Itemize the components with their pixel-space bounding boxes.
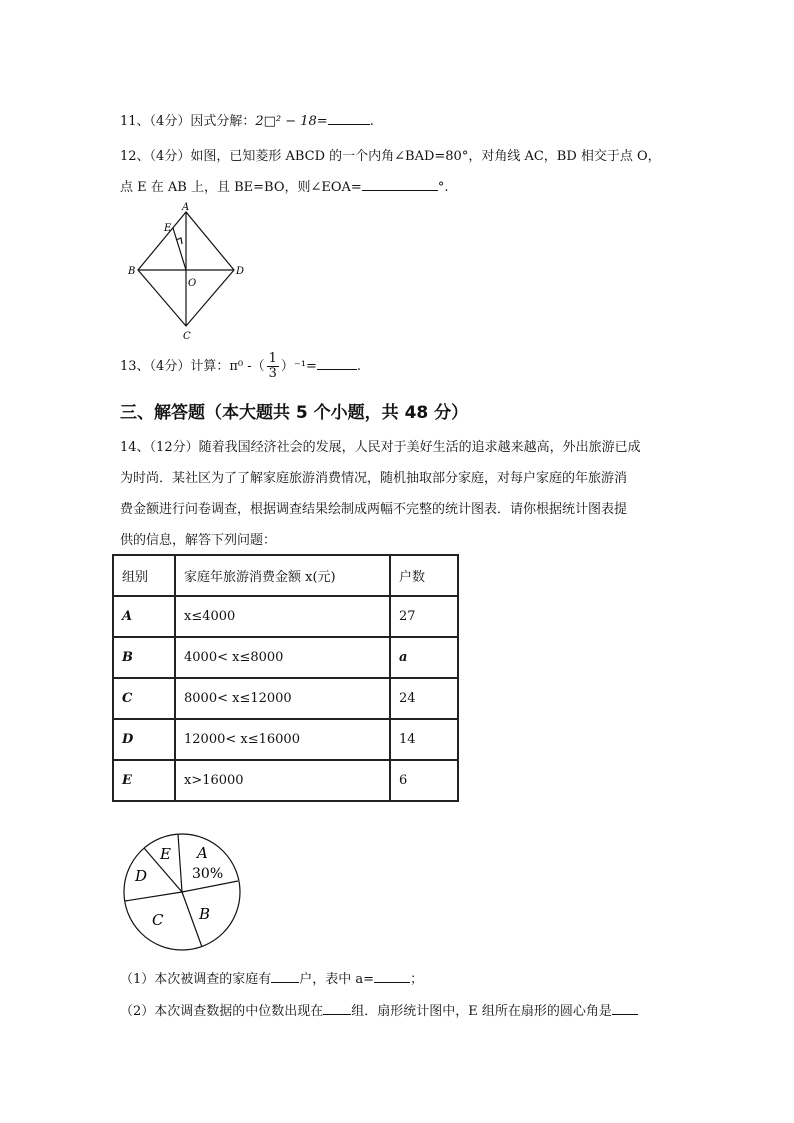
- pie-chart: [120, 830, 250, 954]
- table-header-row: [113, 555, 458, 596]
- pie-label-e: E: [160, 845, 171, 863]
- q12-text: 点 E 在 AB 上，且 BE=BO，则∠EOA=: [120, 180, 362, 195]
- q13-fraction-numerator: 1: [268, 351, 277, 366]
- table-cell: 24: [390, 678, 458, 719]
- part2-blank-2: [612, 1002, 638, 1015]
- table-row: [113, 719, 458, 760]
- q11-expression: 2□² − 18=: [255, 114, 328, 129]
- table-header-cell: 户数: [390, 555, 458, 596]
- question-12-line1: 12、（4分）如图，已知菱形 ABCD 的一个内角∠BAD=80°，对角线 AC，BD 相交于点 O，: [120, 149, 661, 164]
- table-cell: x>16000: [175, 760, 390, 801]
- table-cell: C: [113, 678, 175, 719]
- table-cell: D: [113, 719, 175, 760]
- pie-divider-cd: [125, 892, 182, 901]
- table-cell: 14: [390, 719, 458, 760]
- q11-prefix: 11、（4分）因式分解：: [120, 114, 256, 129]
- pie-divider-ab: [182, 881, 238, 892]
- pie-label-a: A: [197, 844, 208, 862]
- section-heading: 三、解答题（本大题共 5 个小题，共 48 分）: [120, 403, 469, 423]
- part2-blank-1: [323, 1002, 351, 1015]
- table-header-cell: 组别: [113, 555, 175, 596]
- part1-text-a: （1）本次被调查的家庭有: [120, 972, 272, 987]
- pie-label-c: C: [152, 911, 164, 929]
- table-row: [113, 596, 458, 637]
- question-14-part1: [120, 968, 423, 987]
- question-11: [120, 110, 374, 129]
- table-cell: B: [113, 637, 175, 678]
- pie-label-b: B: [199, 905, 211, 923]
- table-cell: x≤4000: [175, 596, 390, 637]
- q13-fraction: [267, 352, 279, 381]
- part2-text-b: 组．扇形统计图中，E 组所在扇形的圆心角是: [351, 1004, 612, 1019]
- pie-label-a-percent: 30%: [192, 866, 224, 882]
- label-d: D: [236, 266, 245, 277]
- q13-fraction-denominator: 3: [268, 366, 277, 381]
- q11-suffix: .: [369, 114, 374, 129]
- table-cell: A: [113, 596, 175, 637]
- part2-text-a: （2）本次调查数据的中位数出现在: [120, 1004, 324, 1019]
- frequency-table: [112, 554, 459, 802]
- question-14-part2: [120, 1000, 638, 1019]
- label-e: E: [164, 223, 172, 234]
- table-cell: 4000< x≤8000: [175, 637, 390, 678]
- table-cell: a: [390, 637, 458, 678]
- q13-exponent: ）⁻¹=: [280, 359, 317, 374]
- table-header-cell: 家庭年旅游消费金额 x(元): [175, 555, 390, 596]
- pie-divider-ae: [178, 834, 182, 892]
- q13-end: .: [356, 359, 361, 374]
- q11-answer-blank: [328, 112, 370, 125]
- q12-suffix: °.: [437, 180, 449, 195]
- table-cell: E: [113, 760, 175, 801]
- table-row: [113, 678, 458, 719]
- table-cell: 8000< x≤12000: [175, 678, 390, 719]
- table-cell: 27: [390, 596, 458, 637]
- question-14-line3: 费金额进行问卷调查，根据调查结果绘制成两幅不完整的统计图表．请你根据统计图表提: [120, 502, 628, 517]
- table-row: [113, 637, 458, 678]
- table-cell: 12000< x≤16000: [175, 719, 390, 760]
- part1-text-b: 户，表中 a=: [299, 972, 375, 987]
- rhombus-figure: [120, 200, 260, 346]
- label-c: C: [183, 331, 191, 342]
- label-b: B: [128, 266, 136, 277]
- part1-text-c: ；: [410, 972, 424, 987]
- question-14-line1: 14、（12分）随着我国经济社会的发展，人民对于美好生活的追求越来越高，外出旅游已成: [120, 440, 641, 455]
- label-o: O: [188, 278, 197, 289]
- table-row: [113, 760, 458, 801]
- question-12-line2: [120, 176, 448, 195]
- question-14-line4: 供的信息，解答下列问题：: [120, 533, 277, 548]
- q13-prefix: 13、（4分）计算：π⁰ -（: [120, 359, 265, 374]
- part1-blank-2: [374, 970, 410, 983]
- question-14-line2: 为时尚．某社区为了了解家庭旅游消费情况，随机抽取部分家庭，对每户家庭的年旅游消: [120, 471, 628, 486]
- table-cell: 6: [390, 760, 458, 801]
- part1-blank-1: [271, 970, 299, 983]
- question-13: [120, 352, 361, 381]
- label-a: A: [182, 202, 190, 213]
- pie-label-d: D: [135, 867, 148, 885]
- q12-answer-blank: [362, 178, 438, 191]
- segment-eo: [173, 228, 186, 270]
- q13-answer-blank: [317, 357, 357, 370]
